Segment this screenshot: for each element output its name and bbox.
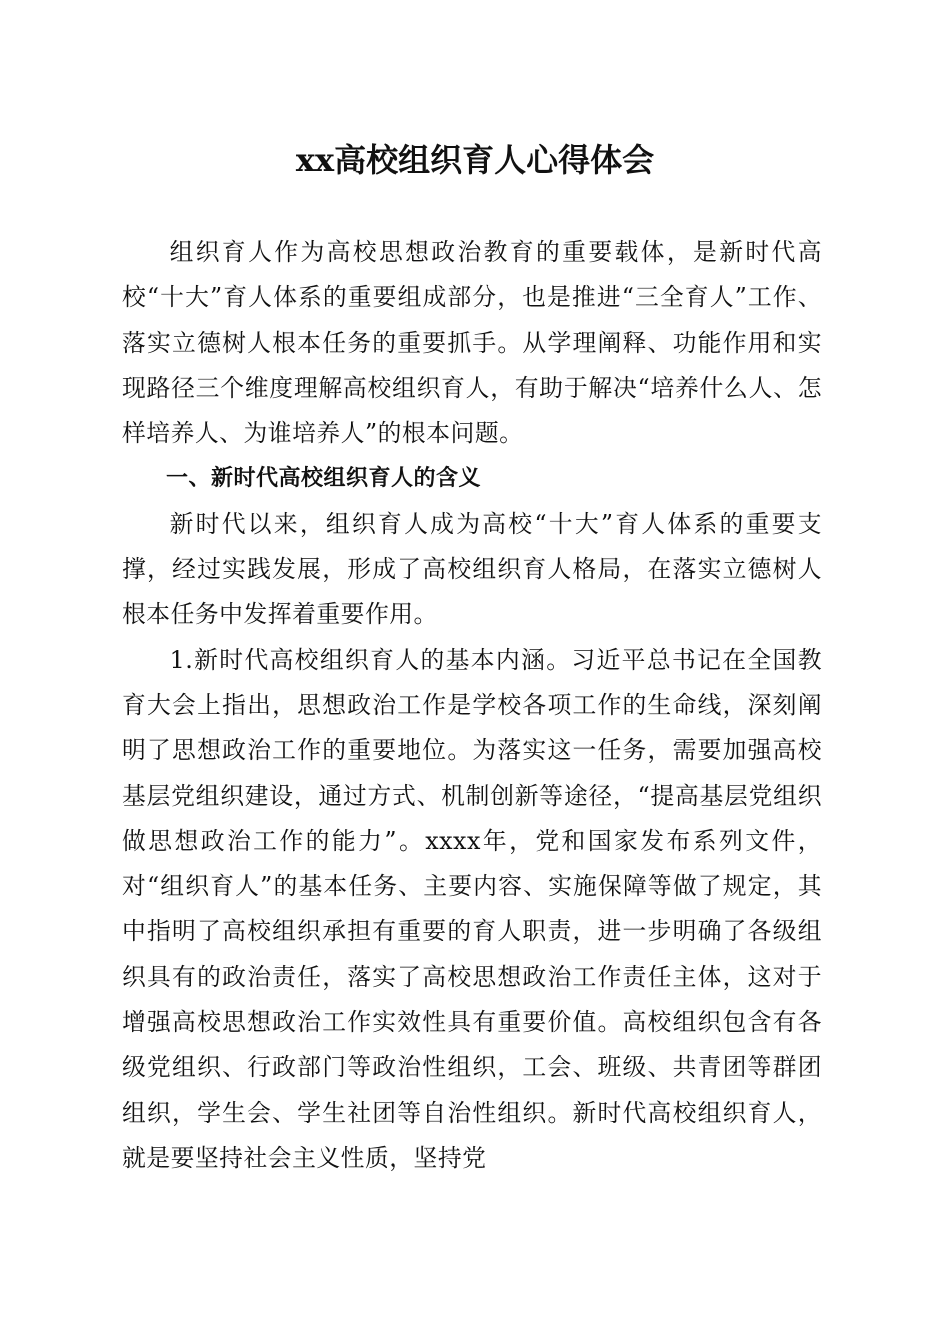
paragraph-basic-connotation: 1.新时代高校组织育人的基本内涵。习近平总书记在全国教育大会上指出，思想政治工作是学校各项工作的生命线，深刻阐明了思想政治工作的重要地位。为落实这一任务，需要加强高校基层党组织建设，通过方式、机制创新等途径，“提高基层党组织做思想政治工作的能力”。xxxx年，党和国家发布系列文件，对“组织育人”的基本任务、主要内容、实施保障等做了规定，其中指明了高校组织承担有重要的育人职责，进一步明确了各级组织具有的政治责任，落实了高校思想政治工作责任主体，这对于增强高校思想政治工作实效性具有重要价值。高校组织包含有各级党组织、行政部门等政治性组织，工会、班级、共青团等群团组织，学生会、学生社团等自治性组织。新时代高校组织育人，就是要坚持社会主义性质，坚持党 [122,645,822,1172]
paragraph-section-intro: 新时代以来，组织育人成为高校“十大”育人体系的重要支撑，经过实践发展，形成了高校组织育人格局，在落实立德树人根本任务中发挥着重要作用。 [122,509,822,629]
document-title: xx高校组织育人心得体会 [295,141,655,179]
paragraph-intro: 组织育人作为高校思想政治教育的重要载体，是新时代高校“十大”育人体系的重要组成部分，也是推进“三全育人”工作、落实立德树人根本任务的重要抓手。从学理阐释、功能作用和实现路径三个维度理解高校组织育人，有助于解决“培养什么人、怎样培养人、为谁培养人”的根本问题。 [122,238,822,448]
document-body [122,230,822,1181]
section-heading: 一、新时代高校组织育人的含义 [166,466,482,492]
